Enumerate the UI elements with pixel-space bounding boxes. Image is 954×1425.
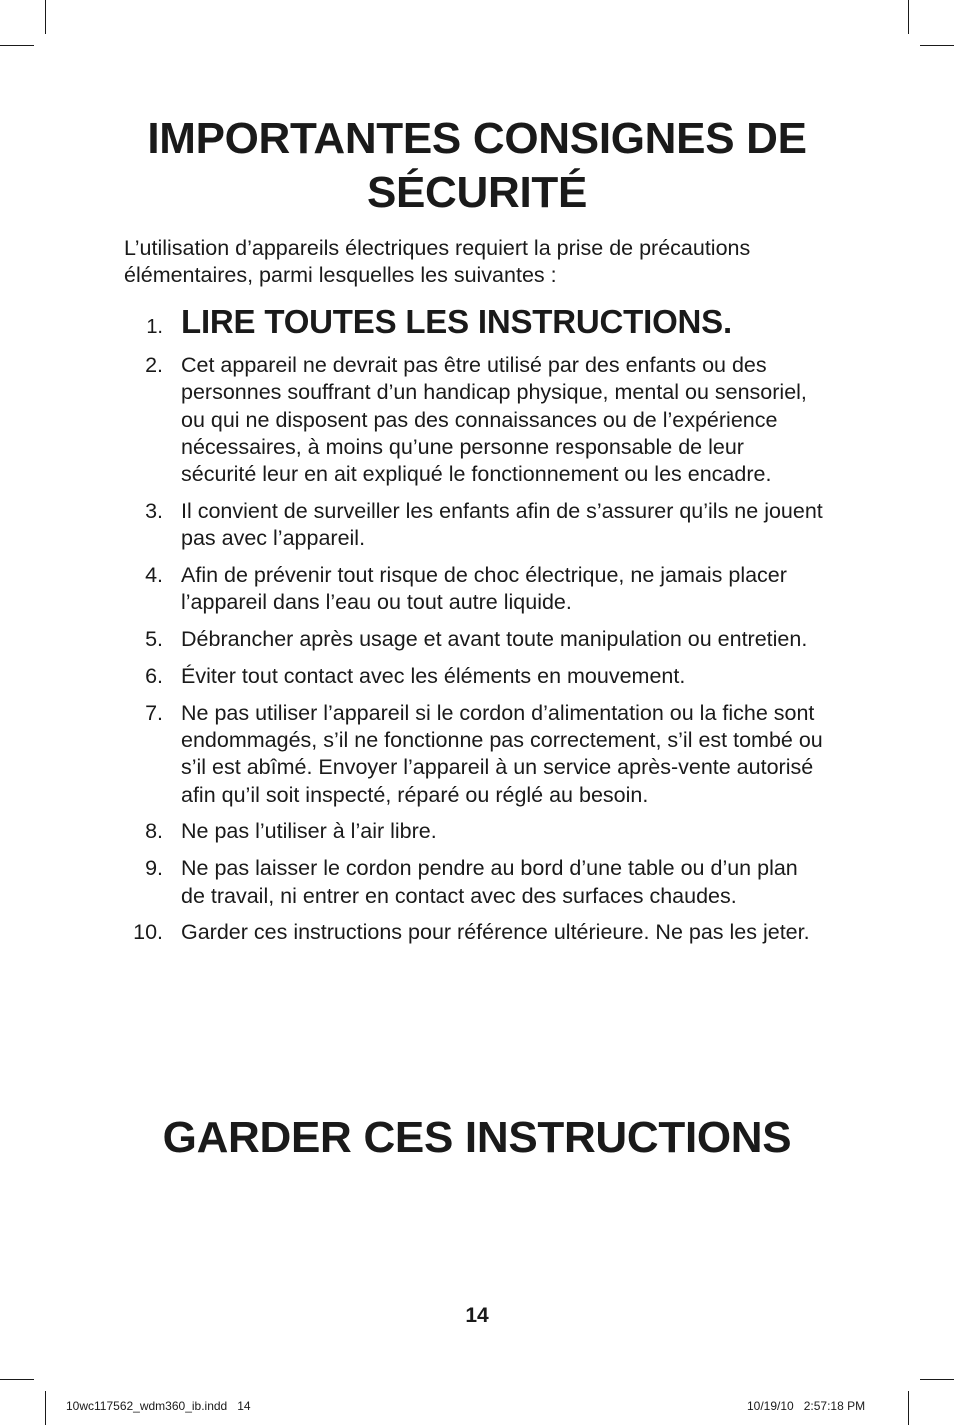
list-item	[124, 855, 824, 910]
item-number: 2.	[145, 353, 163, 377]
list-item	[124, 498, 824, 553]
crop-mark-bottom-right-horizontal	[920, 1379, 954, 1380]
item-number: 4.	[145, 563, 163, 588]
list-item	[124, 626, 824, 653]
item-number: 5.	[145, 627, 163, 652]
list-item	[124, 300, 824, 344]
item-text: Ne pas laisser le cordon pendre au bord d’une table ou d’un plan de travail, ni entrer en contact avec des surfaces chaudes.	[181, 856, 798, 908]
item-text: LIRE TOUTES LES INSTRUCTIONS.	[181, 303, 732, 340]
crop-mark-bottom-left-vertical	[45, 1391, 46, 1425]
item-text: Éviter tout contact avec les éléments en mouvement.	[181, 663, 686, 688]
slug-timestamp: 10/19/10 2:57:18 PM	[747, 1399, 866, 1413]
item-number: 8.	[145, 819, 163, 844]
item-number: 3.	[145, 498, 163, 523]
crop-mark-bottom-right-vertical	[908, 1391, 909, 1425]
list-item	[124, 919, 824, 946]
item-number: 1.	[146, 316, 163, 338]
slug-file-name: 10wc117562_wdm360_ib.indd 14	[66, 1399, 251, 1413]
item-text: Cet appareil ne devrait pas être utilisé par des enfants ou des personnes souffrant d’un handicap physique, mental ou sensoriel, ou qui ne disposent pas des connaissances ou de l’expérience nécessaires, à moins qu’une personne responsable de leur sécurité leur en ait expliqué le fonctionnement ou les encadre.	[181, 353, 807, 487]
keep-instructions-heading: GARDER CES INSTRUCTIONS	[162, 1113, 792, 1162]
item-text: Garder ces instructions pour référence ultérieure. Ne pas les jeter.	[181, 920, 810, 945]
list-item	[124, 663, 824, 690]
item-number: 10.	[133, 920, 163, 945]
crop-mark-top-left-vertical	[45, 0, 46, 34]
page-number: 14	[465, 1304, 489, 1327]
item-number: 7.	[145, 700, 163, 725]
page-title	[0, 112, 954, 220]
item-text: Il convient de surveiller les enfants afin de s’assurer qu’ils ne jouent pas avec l’appareil.	[181, 498, 823, 551]
page-title-line-2: SÉCURITÉ	[366, 168, 588, 217]
crop-mark-top-right-horizontal	[920, 45, 954, 46]
list-item	[124, 562, 824, 617]
list-item	[124, 700, 824, 809]
crop-mark-top-right-vertical	[908, 0, 909, 34]
intro-paragraph: L’utilisation d’appareils électriques requiert la prise de précautions élémentaires, parmi lesquelles les suivantes :	[124, 236, 751, 287]
item-text: Débrancher après usage et avant toute manipulation ou entretien.	[181, 627, 808, 652]
crop-mark-bottom-left-horizontal	[0, 1379, 34, 1380]
item-number: 9.	[145, 856, 163, 881]
item-number: 6.	[145, 663, 163, 688]
crop-mark-top-left-horizontal	[0, 45, 34, 46]
item-text: Ne pas l’utiliser à l’air libre.	[181, 819, 437, 844]
safety-instructions-list	[124, 300, 824, 956]
item-text: Ne pas utiliser l’appareil si le cordon d’alimentation ou la fiche sont endommagés, s’il ne fonctionne pas correctement, s’il est tombé ou s’il est abîmé. Envoyer l’appareil à un service après-vente autorisé afin qu’il soit inspecté, réparé ou réglé au besoin.	[181, 700, 823, 807]
list-item	[124, 818, 824, 845]
item-text: Afin de prévenir tout risque de choc électrique, ne jamais placer l’appareil dans l’eau ou tout autre liquide.	[181, 563, 787, 615]
list-item	[124, 352, 824, 488]
page-title-line-1: IMPORTANTES CONSIGNES DE	[147, 114, 807, 163]
